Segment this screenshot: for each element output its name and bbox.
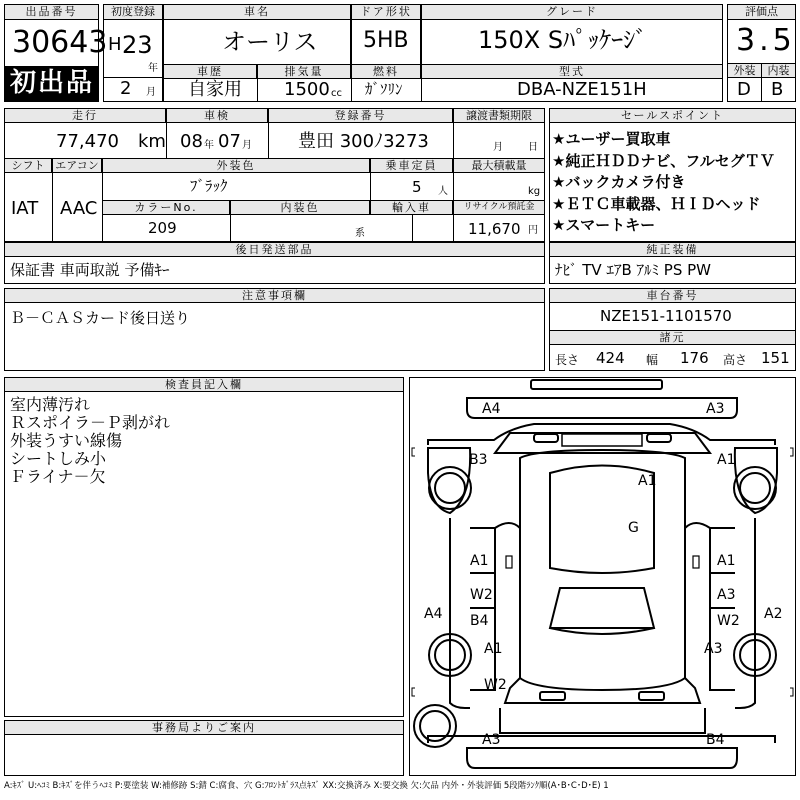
shift-value: IAT	[11, 198, 39, 219]
inspector-note: 外装うすい線傷	[10, 431, 123, 450]
seats-value: 5	[412, 178, 422, 196]
length-label: 長さ	[555, 353, 580, 367]
reg-era: H	[108, 34, 122, 55]
sales-point-item: ★ユーザー買取車	[552, 130, 671, 148]
lot-number: 30643	[12, 25, 108, 60]
inspector-note: Ｆライナ－欠	[10, 467, 106, 486]
color-label: 外装色	[102, 158, 370, 173]
insp-month: 07	[218, 131, 241, 152]
fuel-value: ｶﾞｿﾘﾝ	[365, 80, 403, 98]
reg-year: 23	[122, 31, 153, 59]
recycle-label: リサイクル預託金	[453, 200, 545, 215]
fuel-label: 燃料	[351, 64, 421, 79]
cautions-label: 注意事項欄	[4, 288, 545, 303]
plate-label: 登録番号	[268, 108, 453, 123]
damage-mark: A1	[470, 553, 489, 569]
inspector-note: 室内薄汚れ	[10, 395, 91, 414]
color-value: ﾌﾞﾗｯｸ	[190, 177, 228, 195]
sales-points-list	[552, 129, 775, 237]
chassis-label: 車台番号	[549, 288, 796, 303]
mileage-unit: km	[138, 131, 166, 152]
load-label: 最大積載量	[453, 158, 545, 173]
int-score: B	[771, 79, 784, 100]
later-parts-value: 保証書 車両取説 予備ｷｰ	[10, 261, 170, 279]
first-listing-text: 初出品	[10, 68, 95, 98]
inspection-label: 車検	[166, 108, 268, 123]
damage-mark: A3	[717, 587, 736, 603]
model-value: DBA-NZE151H	[517, 79, 647, 100]
damage-mark: W2	[717, 613, 740, 629]
model-label: 型式	[421, 64, 723, 79]
name-label: 車名	[163, 4, 351, 20]
mileage-value: 77,470	[56, 131, 119, 152]
legend-text: A:ｷｽﾞ U:ﾍｺﾐ B:ｷｽﾞを伴うﾍｺﾐ P:要塗装 W:補修跡 S:錆 C:腐食、穴 G:ﾌﾛﾝﾄｶﾞﾗｽ点ｷｽﾞ XX:交換済み X:要交換 欠:欠品 内外・外装評価 5段階ﾗﾝｸ順(A･B･C･D･E) 1	[4, 781, 609, 791]
damage-mark: A3	[704, 641, 723, 657]
sales-point-item: ★スマートキー	[552, 216, 656, 234]
insp-year-unit: 年	[204, 140, 214, 151]
inspector-notes	[10, 396, 170, 486]
ext-score: D	[737, 79, 751, 100]
inspector-note: Ｒスポイラ－Ｐ剥がれ	[10, 413, 171, 432]
damage-mark: B4	[706, 732, 725, 748]
shift-label: シフト	[4, 158, 52, 173]
car-outline	[410, 378, 795, 775]
displacement-unit: cc	[331, 88, 342, 99]
length-value: 424	[596, 349, 625, 367]
damage-mark: A3	[482, 732, 501, 748]
displacement-label: 排気量	[257, 64, 351, 79]
spec-block	[4, 108, 545, 242]
insp-year: 08	[180, 131, 203, 152]
lot-label: 出品番号	[4, 4, 99, 20]
reg-month-unit: 月	[146, 87, 156, 98]
damage-mark: A3	[706, 401, 725, 417]
recycle-value: 11,670	[468, 220, 521, 238]
later-parts-label: 後日発送部品	[4, 242, 545, 257]
damage-mark: A4	[482, 401, 501, 417]
inspector-label: 検査員記入欄	[4, 377, 404, 392]
transfer-label: 譲渡書類期限	[453, 108, 545, 123]
damage-mark: B4	[470, 613, 489, 629]
score-label: 評価点	[727, 4, 796, 20]
door-label: ドア形状	[351, 4, 421, 20]
office-label: 事務局よりご案内	[4, 720, 404, 735]
chassis-value: NZE151-1101570	[600, 307, 732, 325]
damage-mark: W2	[484, 677, 507, 693]
car-name: オーリス	[222, 28, 318, 56]
recycle-unit: 円	[528, 225, 538, 236]
damage-mark: W2	[470, 587, 493, 603]
damage-mark: A4	[424, 606, 443, 622]
damage-mark: A1	[717, 452, 736, 468]
inspector-note: シートしみ小	[10, 449, 107, 468]
sales-point-item: ★純正ＨＤＤナビ、フルセグＴＶ	[552, 151, 775, 170]
equipment-label: 純正装備	[549, 242, 796, 257]
load-unit: kg	[528, 186, 541, 197]
seats-label: 乗車定員	[370, 158, 453, 173]
displacement-value: 1500	[284, 79, 330, 100]
intcolor-label: 内装色	[230, 200, 370, 215]
history-value: 自家用	[188, 79, 242, 100]
sales-point-item: ★バックカメラ付き	[552, 173, 686, 191]
grade-label: グレード	[421, 4, 723, 20]
height-value: 151	[761, 349, 790, 367]
damage-mark: A1	[717, 553, 736, 569]
history-label: 車歴	[163, 64, 257, 79]
reg-label: 初度登録	[103, 4, 163, 20]
ext-label: 外装	[727, 63, 762, 78]
grade-value: 150X Sﾊﾟｯｹｰｼﾞ	[478, 26, 648, 54]
colorno-label: カラーNo.	[102, 200, 230, 215]
colorno-value: 209	[148, 219, 177, 237]
dimensions-label: 諸元	[549, 330, 796, 345]
width-label: 幅	[646, 353, 659, 367]
door-type: 5HB	[363, 28, 409, 53]
seats-unit: 人	[438, 186, 448, 197]
cautions-value: Ｂ－ＣＡＳカード後日送り	[10, 309, 191, 327]
score-value: 3.5	[736, 23, 796, 58]
ac-label: エアコン	[52, 158, 102, 173]
int-label: 内装	[761, 63, 796, 78]
car-diagram	[409, 377, 796, 776]
insp-month-unit: 月	[242, 140, 252, 151]
height-label: 高さ	[723, 353, 748, 367]
damage-mark: G	[628, 520, 639, 536]
ac-value: AAC	[60, 198, 98, 219]
sales-point-item: ★ＥＴＣ車載器、ＨＩＤヘッド	[552, 194, 761, 213]
import-label: 輸入車	[370, 200, 453, 215]
damage-mark: B3	[469, 452, 488, 468]
damage-mark: A2	[764, 606, 783, 622]
equipment-value: ﾅﾋﾞ TV ｴｱB ｱﾙﾐ PS PW	[555, 261, 711, 279]
transfer-month-unit: 月	[493, 142, 503, 153]
intcolor-unit: 系	[355, 228, 365, 239]
sales-points-label: セールスポイント	[549, 108, 796, 123]
plate-value: 豊田 300ﾉ3273	[298, 131, 429, 152]
transfer-day-unit: 日	[528, 142, 538, 153]
mileage-label: 走行	[4, 108, 166, 123]
reg-month: 2	[120, 78, 132, 99]
damage-mark: A1	[638, 473, 657, 489]
reg-year-unit: 年	[148, 63, 158, 74]
width-value: 176	[680, 349, 709, 367]
damage-mark: A1	[484, 641, 503, 657]
